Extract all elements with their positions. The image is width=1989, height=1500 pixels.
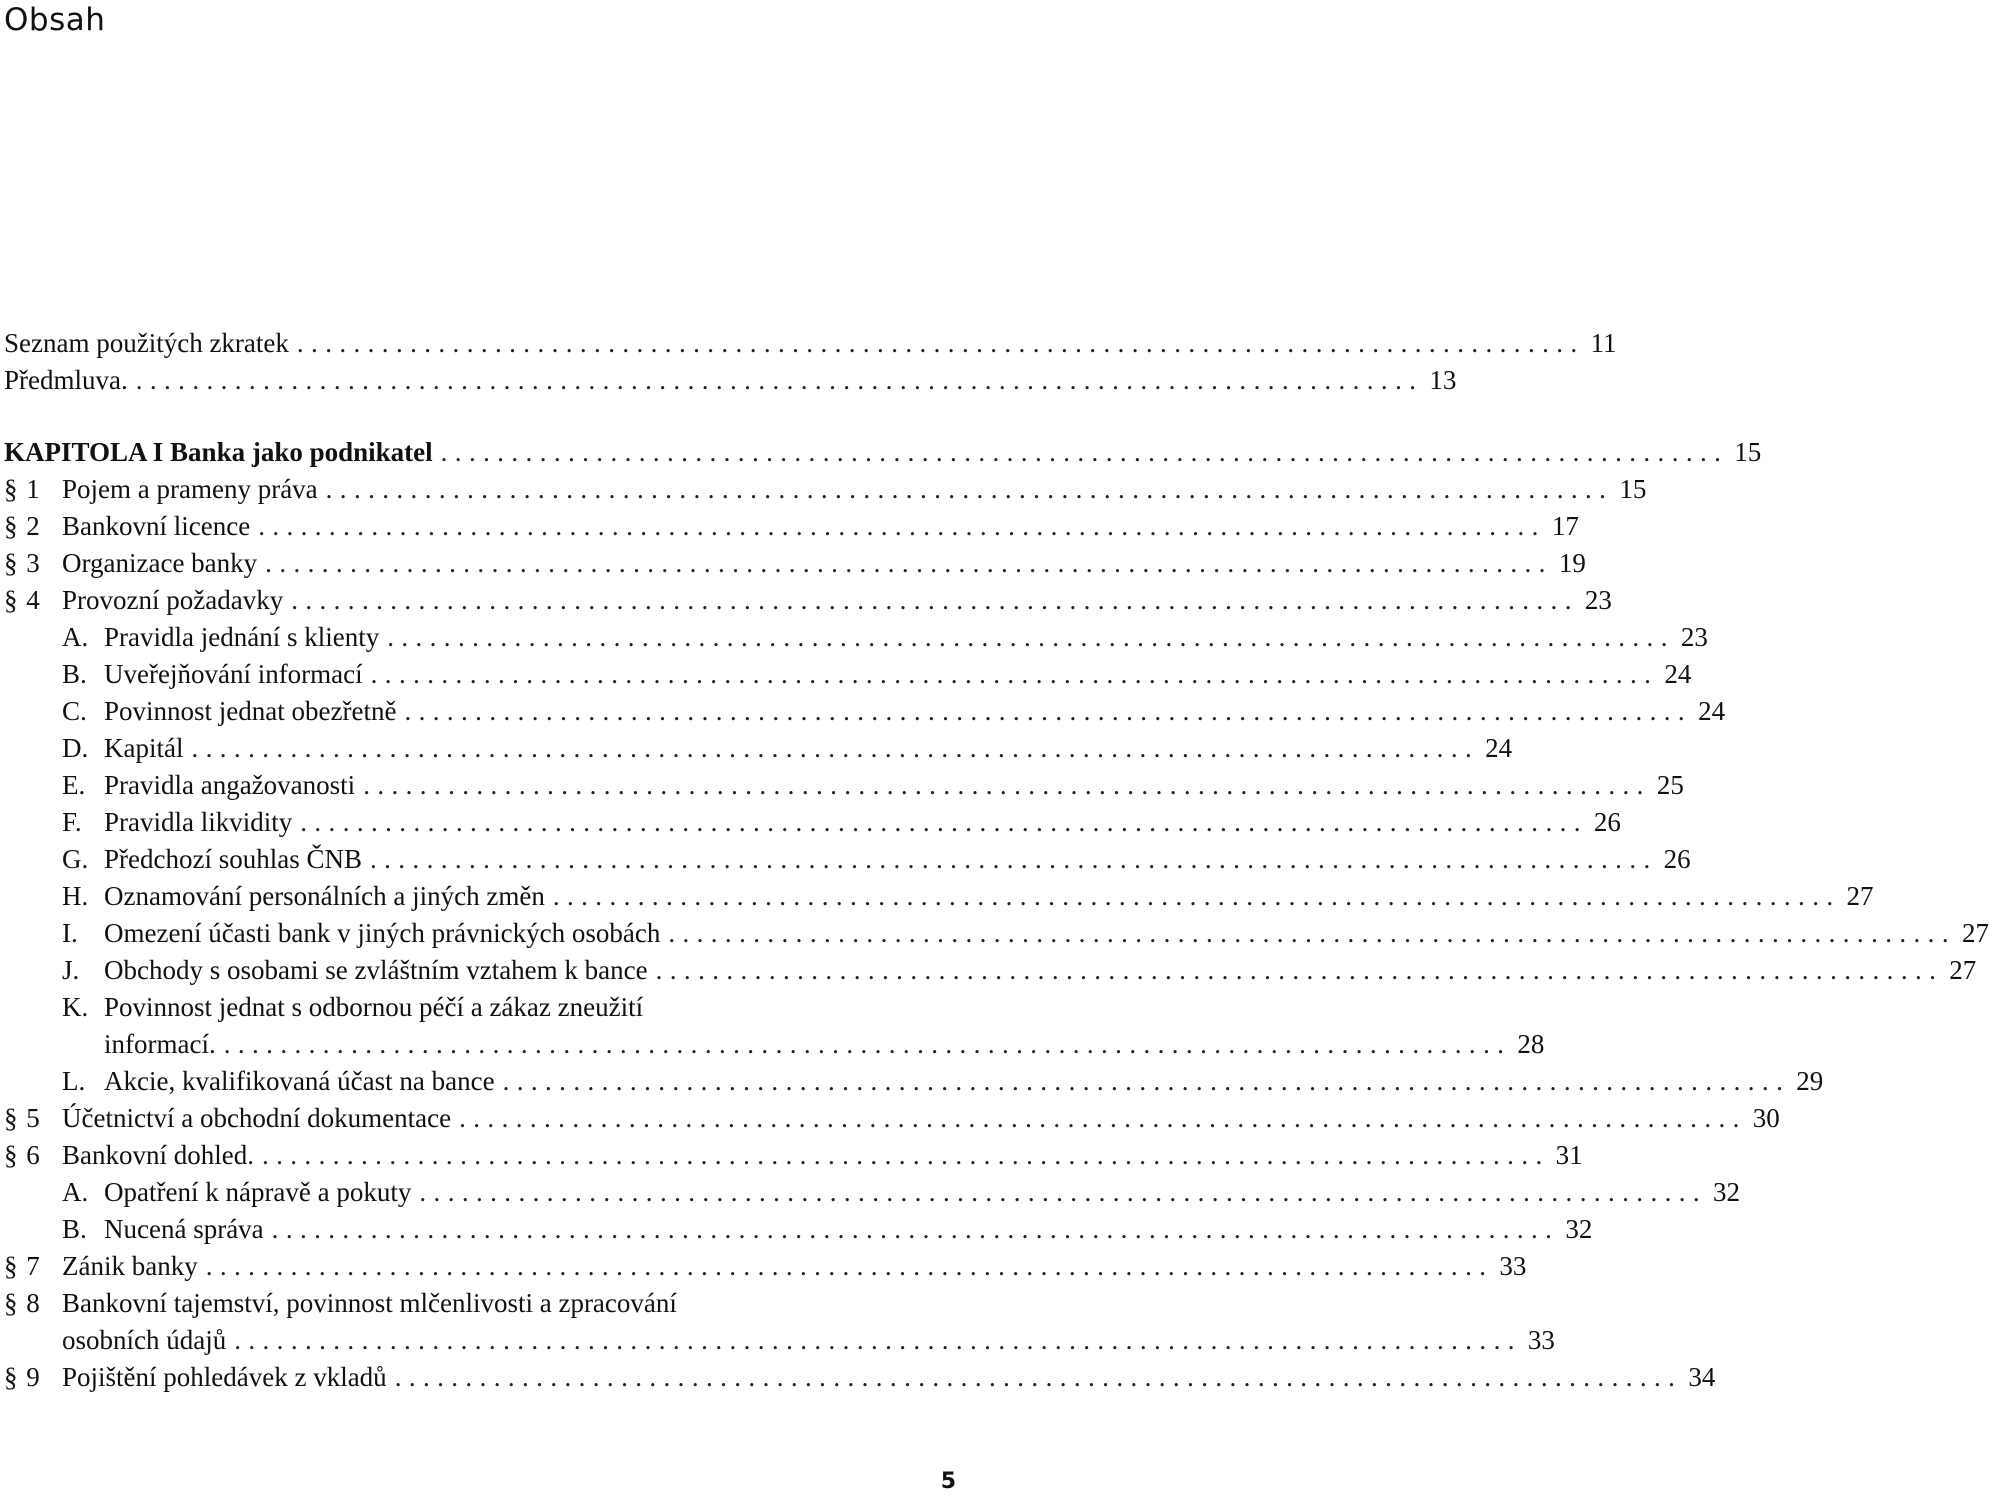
subsection-letter: D.	[62, 733, 89, 763]
leader-dots: ...........................................................................................	[135, 365, 1424, 395]
toc-entry-label: Povinnost jednat obezřetně	[104, 696, 397, 726]
section-symbol: §	[4, 511, 18, 541]
leader-dots: ...........................................................................................	[296, 328, 1585, 358]
table-of-contents	[0, 326, 1989, 1397]
leader-dots: ...........................................................................................	[261, 1140, 1550, 1170]
toc-subsection-4d[interactable]	[0, 731, 1513, 768]
toc-page-number: 24	[1485, 733, 1513, 763]
toc-subsection-4j[interactable]	[0, 953, 1977, 990]
leader-dots: ...........................................................................................	[325, 474, 1614, 504]
toc-page-number: 26	[1593, 807, 1621, 837]
toc-entry-label: Pravidla angažovanosti	[104, 770, 356, 800]
leader-dots: ...........................................................................................	[502, 1066, 1791, 1096]
subsection-letter: I.	[62, 918, 78, 948]
toc-section-2[interactable]	[0, 509, 1579, 546]
leader-dots: ...........................................................................................	[234, 1325, 1522, 1355]
toc-page-number: 27	[1949, 955, 1977, 985]
leader-dots: ...........................................................................................	[363, 770, 1651, 800]
toc-page-number: 11	[1590, 328, 1617, 358]
toc-section-3[interactable]	[0, 546, 1586, 583]
toc-page-number: 15	[1619, 474, 1647, 504]
leader-dots: ...........................................................................................	[370, 659, 1659, 689]
toc-entry-label: Obchody s osobami se zvláštním vztahem k bance	[104, 955, 648, 985]
section-symbol: §	[4, 474, 18, 504]
chapter-title: KAPITOLA I Banka jako podnikatel	[4, 437, 433, 467]
subsection-letter: A.	[62, 1177, 89, 1207]
section-symbol: §	[4, 1140, 18, 1170]
toc-entry-label: Pojem a prameny práva	[62, 474, 318, 504]
toc-entry-label: informací.	[104, 1029, 216, 1059]
toc-entry-label: Nucená správa	[104, 1214, 264, 1244]
toc-entry-label: Pravidla jednání s klienty	[104, 622, 380, 652]
leader-dots: ...........................................................................................	[291, 585, 1579, 615]
toc-section-7[interactable]	[0, 1249, 1527, 1286]
toc-entry-label: Oznamování personálních a jiných změn	[104, 881, 545, 911]
toc-entry-preface[interactable]	[0, 363, 1457, 400]
toc-subsection-4e[interactable]	[0, 768, 1684, 805]
toc-entry-label: Uveřejňování informací	[104, 659, 363, 689]
section-number: 1	[26, 474, 40, 504]
toc-entry-label: Akcie, kvalifikovaná účast na bance	[104, 1066, 495, 1096]
toc-page-number: 32	[1565, 1214, 1593, 1244]
leader-dots: ...........................................................................................	[404, 696, 1693, 726]
toc-page-number: 15	[1734, 437, 1762, 467]
toc-subsection-4a[interactable]	[0, 620, 1708, 657]
subsection-letter: C.	[62, 696, 87, 726]
section-number: 2	[26, 511, 40, 541]
section-symbol: §	[4, 1362, 18, 1392]
toc-chapter-heading[interactable]	[0, 435, 1762, 472]
toc-subsection-4k[interactable]	[0, 990, 960, 1027]
toc-entry-label: Zánik banky	[62, 1251, 198, 1281]
subsection-letter: K.	[62, 992, 89, 1022]
section-number: 3	[26, 548, 40, 578]
leader-dots: ...........................................................................................	[300, 807, 1588, 837]
leader-dots: ...........................................................................................	[223, 1029, 1512, 1059]
section-number: 7	[26, 1251, 40, 1281]
subsection-letter: B.	[62, 1214, 87, 1244]
toc-page-number: 28	[1517, 1029, 1545, 1059]
toc-entry-abbreviations[interactable]	[0, 326, 1617, 363]
toc-subsection-4c[interactable]	[0, 694, 1726, 731]
section-symbol: §	[4, 1251, 18, 1281]
toc-page-number: 32	[1713, 1177, 1741, 1207]
toc-subsection-4k-continued[interactable]	[0, 1027, 1545, 1064]
toc-page-number: 27	[1961, 918, 1989, 948]
section-symbol: §	[4, 1103, 18, 1133]
subsection-letter: G.	[62, 844, 89, 874]
toc-subsection-4f[interactable]	[0, 805, 1621, 842]
toc-section-5[interactable]	[0, 1101, 1780, 1138]
toc-entry-label: Opatření k nápravě a pokuty	[104, 1177, 412, 1207]
leader-dots: ...........................................................................................	[440, 437, 1729, 467]
toc-page-number: 29	[1796, 1066, 1824, 1096]
toc-page-number: 19	[1558, 548, 1586, 578]
toc-entry-label: Pravidla likvidity	[104, 807, 293, 837]
toc-entry-label: Bankovní licence	[62, 511, 251, 541]
footer-page-number: 5	[940, 1469, 956, 1494]
toc-page-number: 26	[1663, 844, 1691, 874]
toc-entry-label: Omezení účasti bank v jiných právnických osobách	[104, 918, 661, 948]
toc-page-number: 33	[1527, 1325, 1555, 1355]
toc-section-1[interactable]	[0, 472, 1647, 509]
leader-dots: ...........................................................................................	[655, 955, 1944, 985]
toc-entry-label: Předchozí souhlas ČNB	[104, 844, 362, 874]
toc-page-number: 23	[1584, 585, 1612, 615]
toc-entry-label: Seznam použitých zkratek	[4, 328, 289, 358]
toc-entry-label: Kapitál	[104, 733, 184, 763]
section-symbol: §	[4, 585, 18, 615]
toc-entry-label: Bankovní dohled.	[62, 1140, 254, 1170]
leader-dots: ...........................................................................................	[459, 1103, 1747, 1133]
subsection-letter: B.	[62, 659, 87, 689]
toc-subsection-4h[interactable]	[0, 879, 1874, 916]
subsection-letter: L.	[62, 1066, 86, 1096]
toc-section-6[interactable]	[0, 1138, 1583, 1175]
section-number: 8	[26, 1288, 40, 1318]
page-title: Obsah	[4, 2, 106, 38]
leader-dots: ...........................................................................................	[668, 918, 1956, 948]
leader-dots: ...........................................................................................	[552, 881, 1841, 911]
leader-dots: ...........................................................................................	[394, 1362, 1683, 1392]
leader-dots: ...........................................................................................	[271, 1214, 1560, 1244]
section-number: 4	[26, 585, 40, 615]
toc-entry-label: Provozní požadavky	[62, 585, 284, 615]
toc-entry-label: Předmluva.	[4, 365, 128, 395]
toc-subsection-4i[interactable]	[0, 916, 1989, 953]
section-number: 5	[26, 1103, 40, 1133]
toc-subsection-4b[interactable]	[0, 657, 1692, 694]
toc-entry-label: osobních údajů	[62, 1325, 227, 1355]
leader-dots: ...........................................................................................	[387, 622, 1675, 652]
toc-entry-label: Účetnictví a obchodní dokumentace	[62, 1103, 452, 1133]
toc-page-number: 30	[1752, 1103, 1780, 1133]
toc-page-number: 24	[1664, 659, 1692, 689]
toc-page-number: 23	[1680, 622, 1708, 652]
leader-dots: ...........................................................................................	[265, 548, 1553, 578]
toc-page-number: 24	[1698, 696, 1726, 726]
toc-page-number: 31	[1555, 1140, 1583, 1170]
leader-dots: ...........................................................................................	[205, 1251, 1494, 1281]
section-number: 6	[26, 1140, 40, 1170]
toc-section-8-continued[interactable]	[0, 1323, 1555, 1360]
toc-entry-label-line1: Povinnost jednat s odbornou péčí a zákaz zneužití	[104, 992, 644, 1022]
leader-dots: ...........................................................................................	[258, 511, 1546, 541]
subsection-letter: J.	[62, 955, 80, 985]
toc-page-number: 13	[1429, 365, 1457, 395]
subsection-letter: A.	[62, 622, 89, 652]
toc-page-number: 34	[1688, 1362, 1716, 1392]
toc-page-number: 17	[1551, 511, 1579, 541]
section-number: 9	[26, 1362, 40, 1392]
leader-dots: ...........................................................................................	[419, 1177, 1708, 1207]
leader-dots: ...........................................................................................	[369, 844, 1658, 874]
toc-subsection-6b[interactable]	[0, 1212, 1593, 1249]
toc-entry-label-line1: Bankovní tajemství, povinnost mlčenlivosti a zpracování	[62, 1288, 677, 1318]
toc-subsection-4l[interactable]	[0, 1064, 1824, 1101]
toc-section-4[interactable]	[0, 583, 1612, 620]
toc-page-number: 25	[1656, 770, 1684, 800]
section-symbol: §	[4, 548, 18, 578]
subsection-letter: H.	[62, 881, 89, 911]
toc-page-number: 27	[1846, 881, 1874, 911]
section-symbol: §	[4, 1288, 18, 1318]
toc-page-number: 33	[1499, 1251, 1527, 1281]
toc-subsection-6a[interactable]	[0, 1175, 1741, 1212]
toc-entry-label: Pojištění pohledávek z vkladů	[62, 1362, 387, 1392]
leader-dots: ...........................................................................................	[191, 733, 1480, 763]
toc-section-9[interactable]	[0, 1360, 1716, 1397]
subsection-letter: F.	[62, 807, 82, 837]
toc-section-8[interactable]	[0, 1286, 960, 1323]
subsection-letter: E.	[62, 770, 86, 800]
toc-subsection-4g[interactable]	[0, 842, 1691, 879]
toc-entry-label: Organizace banky	[62, 548, 258, 578]
